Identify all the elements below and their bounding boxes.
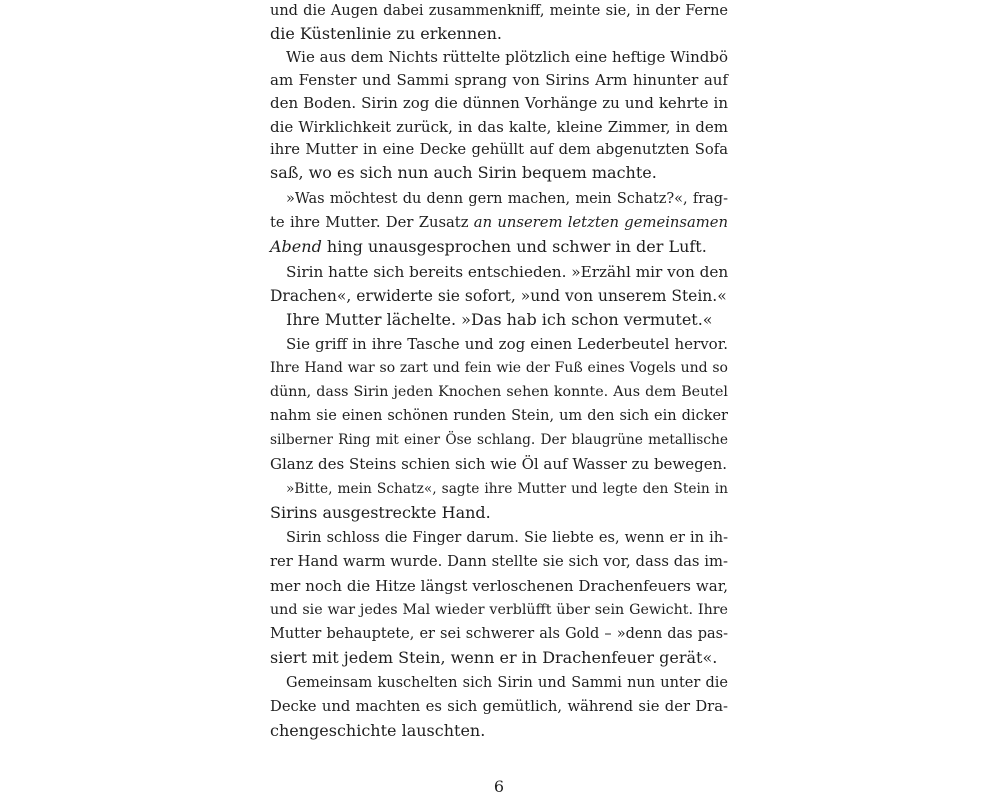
text-line: Ihre Mutter lächelte. »Das hab ich schon vermutet.« — [286, 310, 713, 329]
text-line — [270, 212, 728, 234]
text-span: hing unausgesprochen und schwer in der Luft. — [321, 237, 707, 256]
text-line: Drachen«, erwiderte sie sofort, »und von unserem Stein.« — [270, 287, 727, 305]
text-span: te ihre Mutter. Der Zusatz — [270, 214, 474, 231]
text-line: ihre Mutter in eine Decke gehüllt auf dem abgenutzten Sofa — [270, 141, 728, 158]
text-line: siert mit jedem Stein, wenn er in Drachenfeuer gerät«. — [270, 648, 718, 667]
text-line: mer noch die Hitze längst verloschenen Drachenfeuers war, — [270, 577, 728, 595]
text-line: Decke und machten es sich gemütlich, während sie der Dra- — [270, 698, 728, 715]
text-line — [270, 236, 728, 258]
text-line: nahm sie einen schönen runden Stein, um den sich ein dicker — [270, 408, 728, 424]
text-line: rer Hand warm wurde. Dann stellte sie sich vor, dass das im- — [270, 553, 728, 570]
text-line: Sirin hatte sich bereits entschieden. »Erzähl mir von den — [286, 263, 729, 281]
text-line: am Fenster und Sammi sprang von Sirins Arm hinunter auf — [270, 71, 728, 89]
text-line: »Bitte, mein Schatz«, sagte ihre Mutter und legte den Stein in — [286, 481, 728, 497]
text-line: Sie griff in ihre Tasche und zog einen Lederbeutel hervor. — [286, 335, 728, 353]
italic-span: an unserem letzten gemeinsamen — [473, 214, 728, 231]
text-line: Glanz des Steins schien sich wie Öl auf Wasser zu bewegen. — [270, 455, 728, 473]
text-line: Wie aus dem Nichts rüttelte plötzlich eine heftige Windbö — [286, 48, 728, 66]
italic-span: Abend — [270, 237, 322, 256]
text-line: saß, wo es sich nun auch Sirin bequem machte. — [270, 163, 657, 182]
text-line: und sie war jedes Mal wieder verblüfft über sein Gewicht. Ihre — [270, 602, 728, 618]
text-line: den Boden. Sirin zog die dünnen Vorhänge zu und kehrte in — [270, 94, 728, 112]
text-line: Sirins ausgestreckte Hand. — [270, 503, 491, 522]
page-number: 6 — [493, 777, 505, 796]
text-line: und die Augen dabei zusammenkniff, meinte sie, in der Ferne — [270, 3, 728, 19]
text-line: silberner Ring mit einer Öse schlang. Der blaugrüne metallische — [270, 432, 728, 448]
text-line: Gemeinsam kuschelten sich Sirin und Sammi nun unter die — [286, 675, 728, 691]
text-line: dünn, dass Sirin jeden Knochen sehen konnte. Aus dem Beutel — [270, 384, 728, 400]
text-line: die Küstenlinie zu erkennen. — [270, 24, 503, 43]
book-page — [270, 0, 728, 800]
text-line: Mutter behauptete, er sei schwerer als Gold – »denn das pas- — [270, 626, 728, 642]
text-line: Ihre Hand war so zart und fein wie der Fuß eines Vogels und so — [270, 360, 728, 376]
text-line: Sirin schloss die Finger darum. Sie liebte es, wenn er in ih- — [286, 530, 728, 546]
text-line: chengeschichte lauschten. — [270, 721, 486, 740]
text-line: »Was möchtest du denn gern machen, mein Schatz?«, frag- — [286, 191, 728, 207]
text-line: die Wirklichkeit zurück, in das kalte, kleine Zimmer, in dem — [270, 118, 728, 136]
